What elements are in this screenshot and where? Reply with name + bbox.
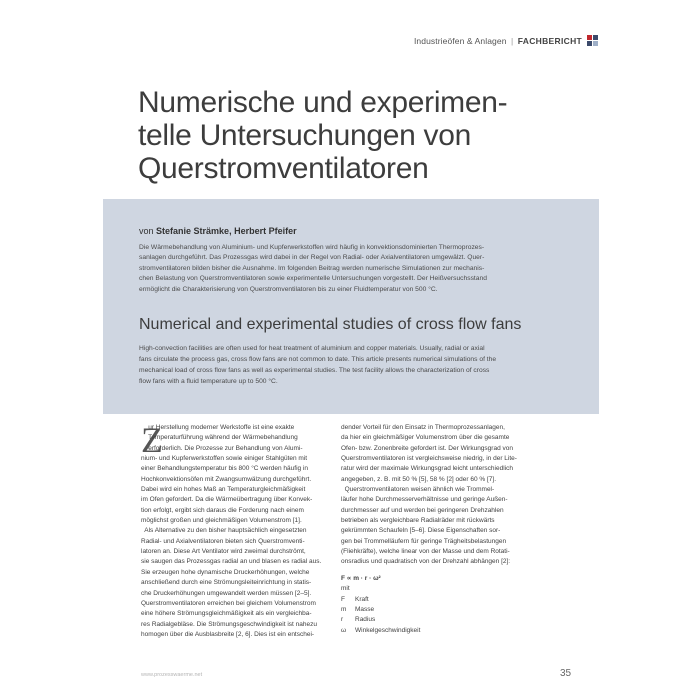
- abstract-line: High-convection facilities are often used for heat treatment of aluminium and copper materials. Usually, radial or axial: [139, 345, 485, 352]
- variable-meaning: Winkelgeschwindigkeit: [355, 626, 421, 634]
- abstract-line: Die Wärmebehandlung von Aluminium- und Kupferwerkstoffen wird häufig in konvektionsdominierten Thermoprozes-: [139, 244, 485, 251]
- body-text-line: Dabei wird ein hohes Maß an Temperaturgleichmäßigkeit: [141, 486, 306, 494]
- variable-meaning: Radius: [355, 616, 376, 624]
- body-text-line: angegeben, z. B. mit 50 % [5], 58 % [2] oder 60 % [7].: [341, 475, 497, 483]
- abstract-line: fans circulate the process gas, cross flow fans are not common to date. This article presents numerical simulations of the: [139, 356, 497, 363]
- variable-meaning: Kraft: [355, 595, 369, 603]
- body-text-line: Als Alternative zu den bisher hauptsächlich eingesetzten: [141, 527, 307, 535]
- formula: F ∝ m · r · ω²: [341, 574, 381, 582]
- variable-symbol: F: [341, 595, 345, 603]
- variable-symbol: m: [341, 605, 347, 613]
- body-text-line: eine höhere Strömungsgleichmäßigkeit als ein vergleichba-: [141, 610, 312, 618]
- body-text-line: Querstromventilatoren erreichen bei gleichem Volumenstrom: [141, 599, 316, 607]
- body-text-line: im Ofen gefordert. Da die Wärmeübertragung über Konvek-: [141, 496, 313, 504]
- body-text-line: einer Behandlungstemperatur bis 800 °C werden häufig in: [141, 465, 309, 473]
- variable-row: [341, 605, 531, 615]
- drop-cap: Z: [141, 420, 163, 460]
- body-text-line: Sie erzeugen hohe dynamische Druckerhöhungen, welche: [141, 568, 310, 576]
- body-text-line: (Fliehkräfte), welche linear von der Masse und dem Rotati-: [341, 548, 510, 556]
- body-text-line: tion erfolgt, ergibt sich daraus die Forderung nach einem: [141, 506, 304, 514]
- header-separator: |: [511, 36, 514, 46]
- page-number: 35: [560, 668, 572, 679]
- title-line: Querstromventilatoren: [138, 152, 429, 185]
- english-title: Numerical and experimental studies of cross flow fans: [139, 316, 522, 333]
- body-text-line: anschließend durch eine Strömungsleiteinrichtung in statis-: [141, 579, 312, 587]
- body-text-line: möglichst großen und gleichmäßigen Volumenstrom [1].: [141, 517, 302, 525]
- body-text-line: gekrümmten Schaufeln [5–6]. Diese Eigenschaften sor-: [341, 527, 501, 535]
- body-text-line: Ofen- bzw. Zonenbreite gefordert ist. Der Wirkungsgrad von: [341, 444, 513, 452]
- body-text-line: betrieben als vergleichbare Radialräder mit rückwärts: [341, 517, 495, 525]
- byline-authors: Stefanie Strämke, Herbert Pfeifer: [156, 226, 297, 236]
- body-text-line: durchmesser auf und werden bei geringeren Drehzahlen: [341, 506, 504, 514]
- variable-row: [341, 595, 531, 605]
- body-text-line: che Druckerhöhungen umgewandelt werden müssen [2–5].: [141, 589, 312, 597]
- variable-row: [341, 615, 531, 625]
- footer-url: www.prozesswaerme.net: [141, 672, 203, 678]
- body-text-line: Temperaturführung während der Wärmebehandlung: [141, 434, 298, 442]
- body-text-line: nium- und Kupferwerkstoffen sowie einiger Stahlgüten mit: [141, 455, 308, 463]
- body-text-line: da hier ein gleichmäßiger Volumenstrom über die gesamte: [341, 434, 510, 442]
- formula-intro: mit: [341, 585, 350, 593]
- abstract-german: [139, 243, 583, 295]
- running-header: [414, 36, 582, 46]
- header-section: Industrieöfen & Anlagen: [413, 36, 507, 46]
- body-text-line: res Radialgebläse. Die Strömungsgeschwindigkeit ist nahezu: [141, 620, 317, 628]
- body-column-right: [341, 423, 531, 636]
- body-text-line: onsradius und quadratisch von der Drehzahl abhängen [2]:: [341, 558, 511, 566]
- title-line: Numerische und experimen-: [138, 86, 508, 119]
- body-text-line: dender Vorteil für den Einsatz in Thermoprozessanlagen,: [341, 424, 505, 431]
- article-title: [138, 86, 578, 185]
- abstract-line: chen Belastung von Querstromventilatoren sowie experimentelle Untersuchungen vorgestellt. Der Heißversuchsstand: [139, 275, 487, 283]
- body-text-line: ratur wird der maximale Wirkungsgrad leicht unterschiedlich: [341, 465, 513, 473]
- body-text-line: Hochkonvektionsöfen mit Zwangsumwälzung durchgeführt.: [141, 475, 312, 483]
- body-text-line: homogen über die Ausblasbreite [2, 6]. Dies ist ein entschei-: [141, 630, 315, 638]
- byline: [139, 226, 297, 236]
- publisher-logo-icon: [587, 35, 599, 46]
- header-category: FACHBERICHT: [517, 36, 582, 46]
- abstract-line: mechanical load of cross flow fans as well as experimental studies. The test facility allows the characterization of cross: [139, 367, 490, 374]
- variable-meaning: Masse: [355, 605, 375, 613]
- abstract-line: ermöglicht die Charakterisierung von Querstromventilatoren bis zu einer Fluidtemperatur von 500 °C.: [139, 285, 438, 293]
- abstract-box: [103, 199, 599, 414]
- body-text-line: erforderlich. Die Prozesse zur Behandlung von Alumi-: [141, 444, 303, 452]
- body-text-line: ur Herstellung moderner Werkstoffe ist eine exakte: [141, 424, 295, 431]
- body-text-line: Radial- und Axialventilatoren bieten sich Querstromventi-: [141, 537, 305, 545]
- variable-row: [341, 626, 531, 636]
- abstract-line: flow fans with a fluid temperature up to 500 °C.: [139, 378, 278, 385]
- body-text-line: latoren an. Diese Art Ventilator wird zweimal durchströmt,: [141, 548, 306, 556]
- body-text-line: Querstromventilatoren weisen ähnlich wie Trommel-: [341, 486, 495, 494]
- body-column-left: [141, 420, 331, 640]
- abstract-line: stromventilatoren bilden bisher die Ausnahme. Im folgenden Beitrag werden numerische Simulationen zur mechanis-: [139, 264, 485, 272]
- variable-symbol: r: [341, 616, 344, 624]
- byline-prefix: von: [139, 226, 154, 236]
- body-text-line: Querstromventilatoren ist vergleichsweise niedrig, in der Lite-: [341, 455, 517, 463]
- title-line: telle Untersuchungen von: [138, 119, 472, 152]
- variable-symbol: ω: [341, 626, 347, 634]
- body-text-line: gen bei Trommelläufern für geringe Trägheitsbelastungen: [341, 537, 507, 545]
- variable-list: [341, 595, 531, 636]
- body-text-line: läufer hohe Durchmesserverhältnisse und geringe Außen-: [341, 496, 508, 504]
- body-text-line: sie saugen das Prozessgas radial an und blasen es radial aus.: [141, 558, 322, 566]
- abstract-english: [139, 343, 583, 387]
- abstract-line: sanlagen durchgeführt. Das Prozessgas wird dabei in der Regel von Radial- oder Axialventilatoren umgewälzt. Quer-: [139, 254, 485, 262]
